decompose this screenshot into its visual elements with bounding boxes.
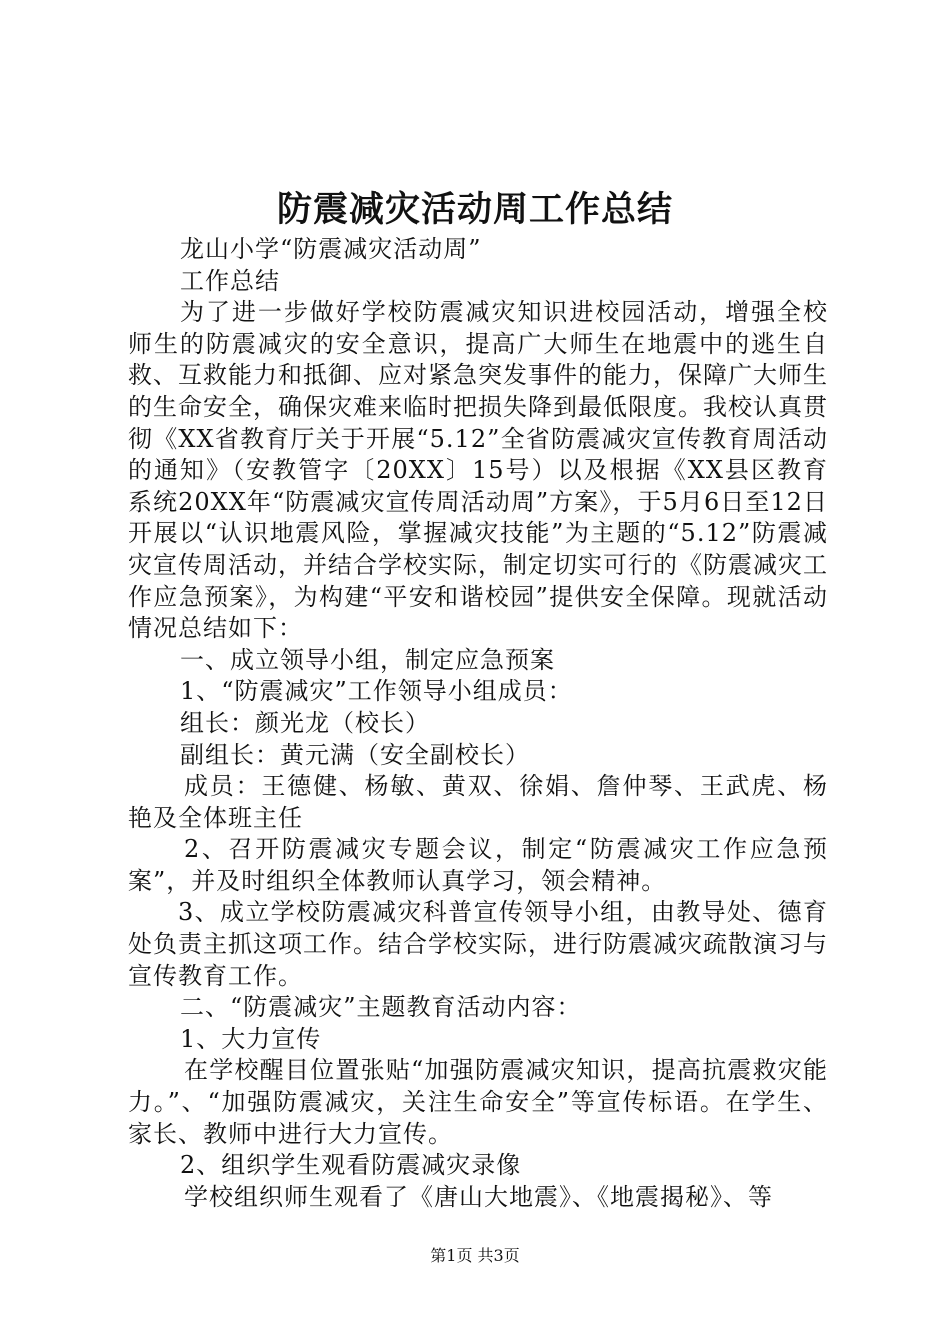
paragraph: 在学校醒目位置张贴“加强防震减灾知识，提高抗震救灾能力。”、“加强防震减灾，关注生命安全”等宣传标语。在学生、家长、教师中进行大力宣传。 <box>128 1056 828 1148</box>
list-item: 2、组织学生观看防震减灾录像 <box>180 1151 522 1180</box>
list-item: 组长：颜光龙（校长） <box>180 708 430 737</box>
list-item: 成员：王德健、杨敏、黄双、徐娟、詹仲琴、王武虎、杨艳及全体班主任 <box>128 772 828 832</box>
page-footer: 第1页 共3页 <box>430 1246 520 1265</box>
paragraph-intro: 为了进一步做好学校防震减灾知识进校园活动，增强全校师生的防震减灾的安全意识，提高广大师生在地震中的逃生自救、互救能力和抵御、应对紧急突发事件的能力，保障广大师生的生命安全，确保灾难来临时把损失降到最低限度。我校认真贯彻《XX省教育厅关于开展“5.12”全省防震减灾宣传教育周活动的通知》（安教管字〔20XX〕15号）以及根据《XX县区教育系统20XX年“防震减灾宣传周活动周”方案》，于5月6日至12日开展以“认识地震风险，掌握减灾技能”为主题的“5.12”防震减灾宣传周活动，并结合学校实际，制定切实可行的《防震减灾工作应急预案》，为构建“平安和谐校园”提供安全保障。现就活动情况总结如下： <box>128 298 828 643</box>
paragraph-school-heading: 龙山小学“防震减灾活动周” <box>180 235 482 263</box>
list-item: 副组长：黄元满（安全副校长） <box>180 740 530 769</box>
list-item: 2、召开防震减灾专题会议，制定“防震减灾工作应急预案”，并及时组织全体教师认真学习，领会精神。 <box>128 835 828 895</box>
list-item: 1、“防震减灾”工作领导小组成员： <box>180 677 573 706</box>
paragraph-subtitle: 工作总结 <box>180 266 280 295</box>
document-body <box>128 234 828 1213</box>
paragraph: 学校组织师生观看了《唐山大地震》、《地震揭秘》、等 <box>184 1182 773 1211</box>
section-heading-2: 二、“防震减灾”主题教育活动内容： <box>180 993 582 1022</box>
section-heading-1: 一、成立领导小组，制定应急预案 <box>180 645 555 674</box>
list-item: 3、成立学校防震减灾科普宣传领导小组，由教导处、德育处负责主抓这项工作。结合学校实际，进行防震减灾疏散演习与宣传教育工作。 <box>128 898 828 990</box>
document-title: 防震减灾活动周工作总结 <box>276 189 673 230</box>
list-item: 1、大力宣传 <box>180 1024 322 1053</box>
